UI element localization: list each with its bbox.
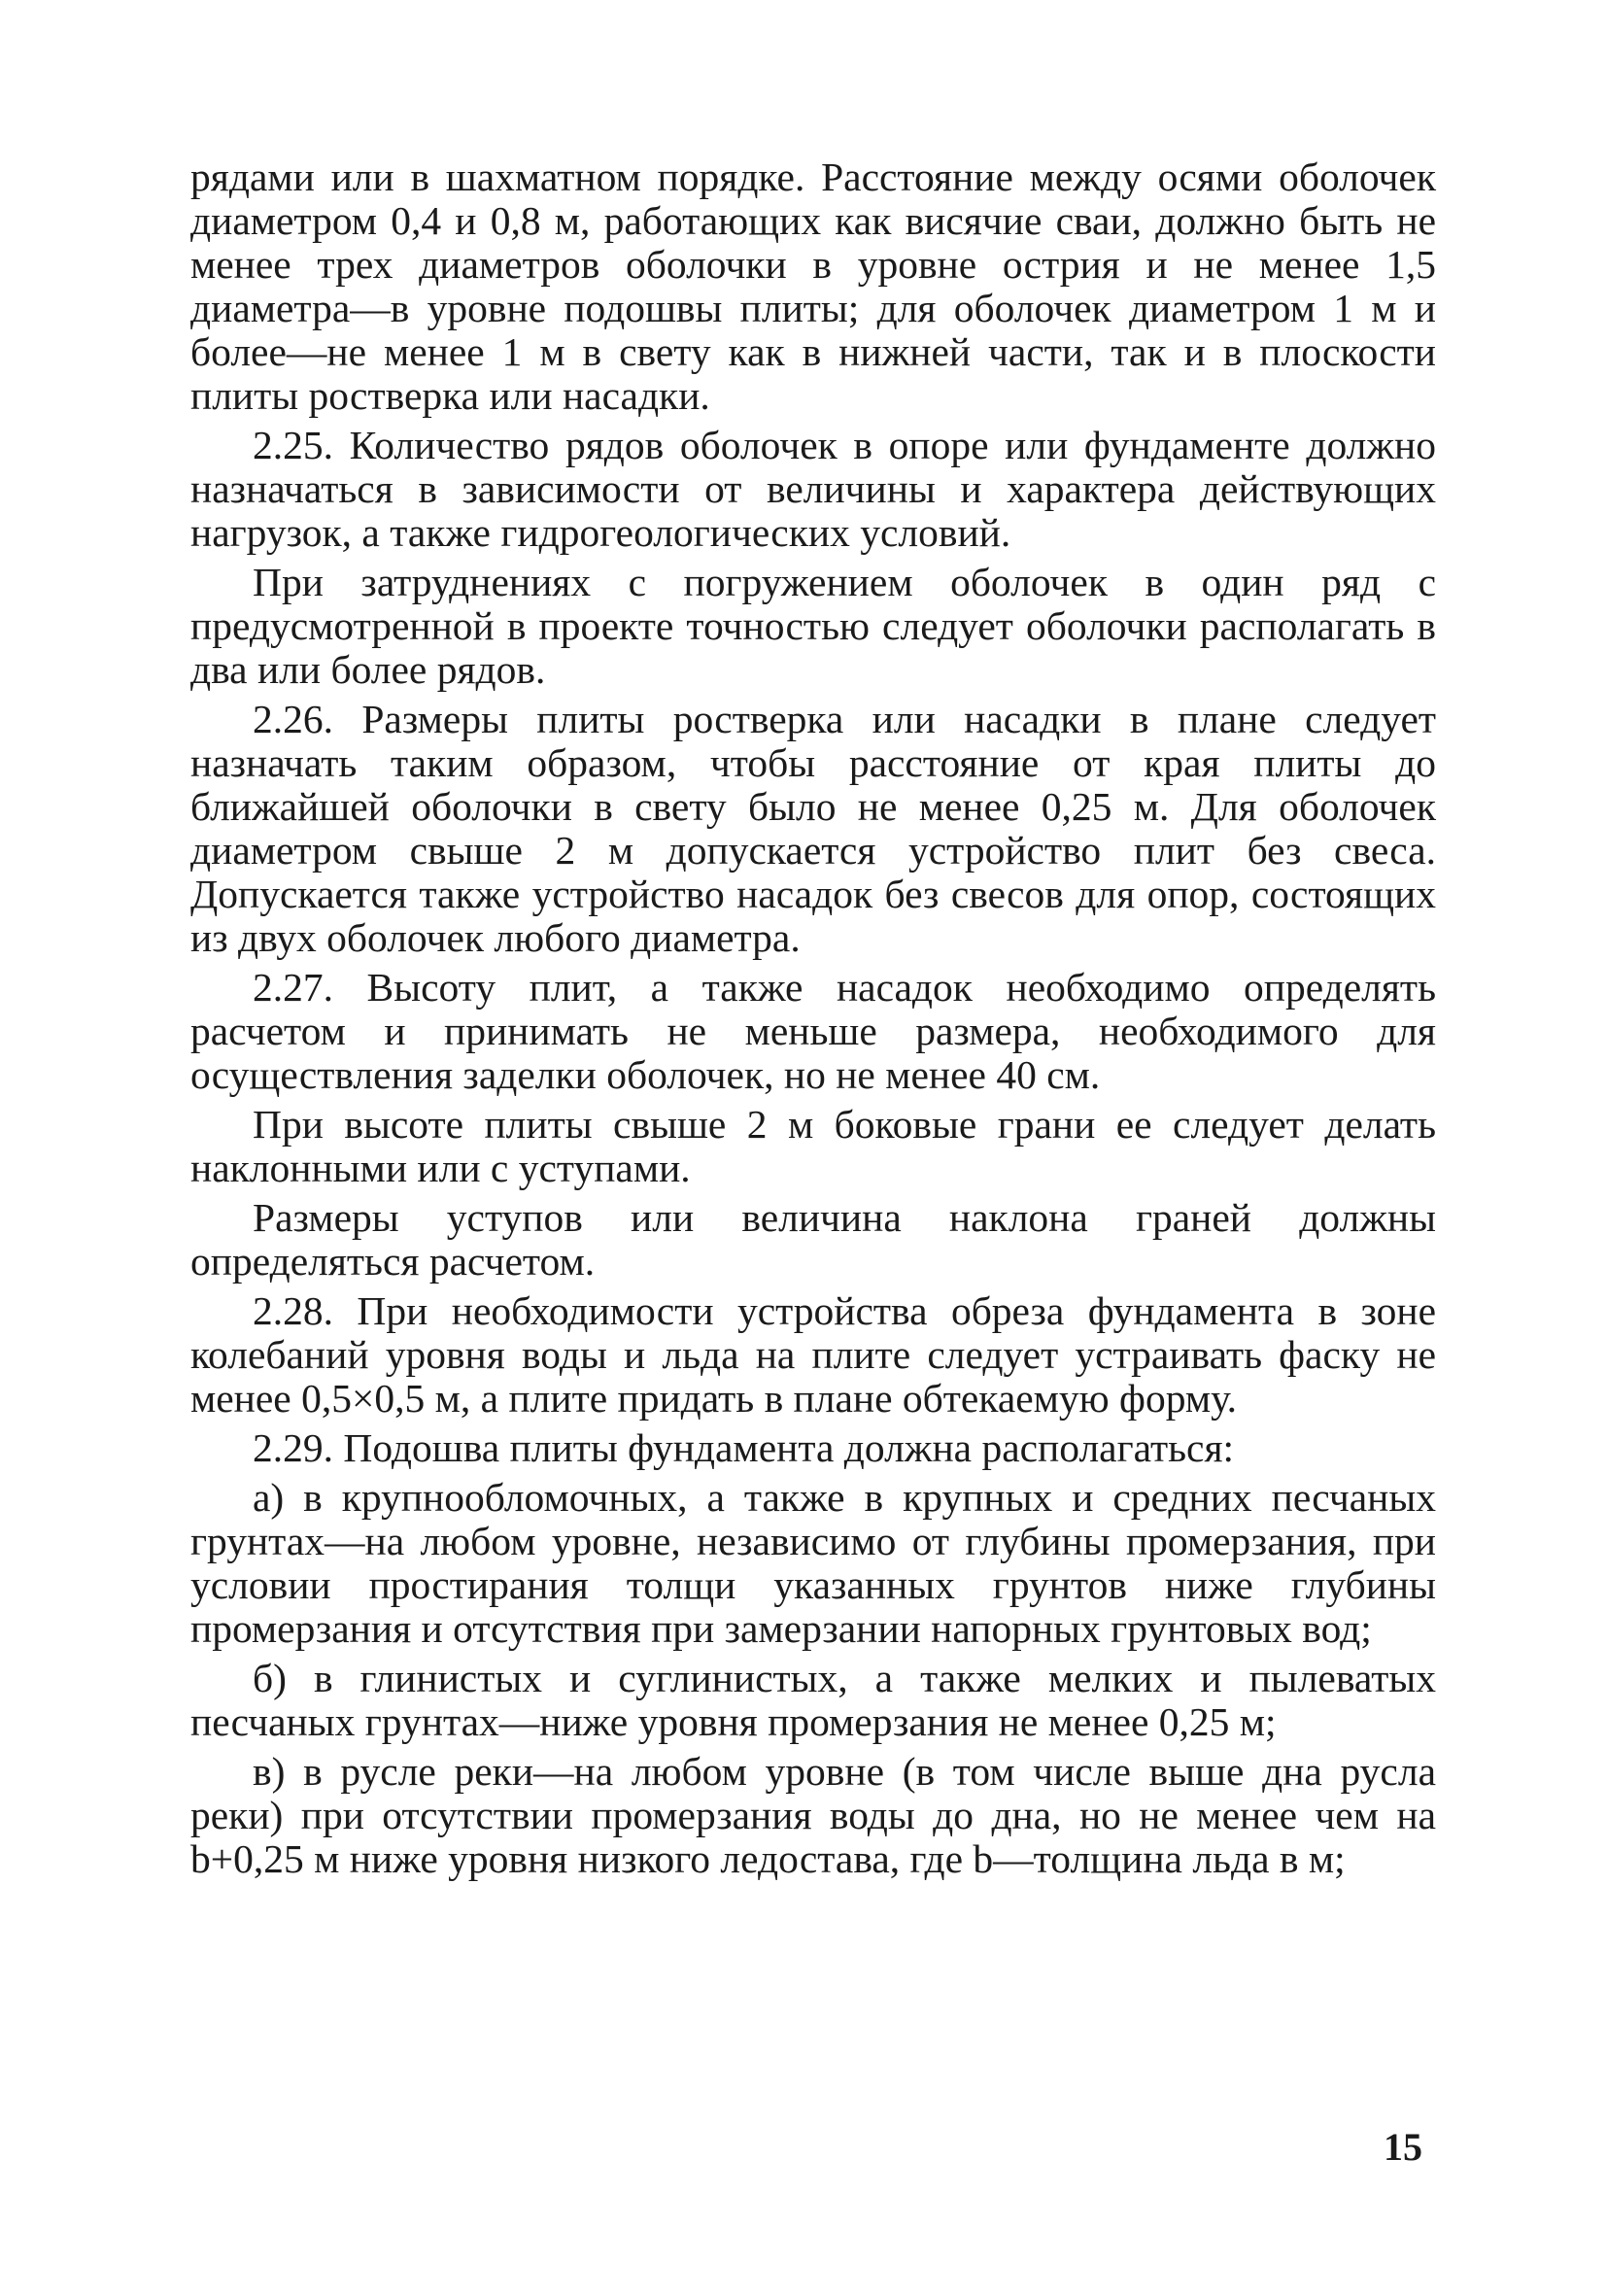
paragraph-2-25: 2.25. Количество рядов оболочек в опоре или фундаменте должно назначаться в зависимости от величины и характера действующих нагрузок, а также гидрогеологических условий. — [190, 423, 1436, 555]
page-number: 15 — [1384, 2125, 1422, 2169]
paragraph-2-29: 2.29. Подошва плиты фундамента должна располагаться: — [253, 1425, 1235, 1470]
paragraph-2-27-note-2: Размеры уступов или величина наклона граней должны определяться расчетом. — [190, 1195, 1436, 1284]
list-item-v: в) в русле реки—на любом уровне (в том числе выше дна русла реки) при отсутствии промерзания воды до дна, но не менее чем на b+0,25 м ниже уровня низкого ледостава, где b—толщина льда в м; — [190, 1749, 1436, 1881]
list-item-b: б) в глинистых и суглинистых, а также мелких и пылеватых песчаных грунтах—ниже уровня промерзания не менее 0,25 м; — [190, 1656, 1436, 1744]
paragraph-2-27-note-1: При высоте плиты свыше 2 м боковые грани ее следует делать наклонными или с уступами. — [190, 1102, 1436, 1190]
paragraph-2-27: 2.27. Высоту плит, а также насадок необходимо определять расчетом и принимать не меньше размера, необходимого для осуществления заделки оболочек, но не менее 40 см. — [190, 965, 1436, 1097]
paragraph-2-25-note: При затруднениях с погружением оболочек в один ряд с предусмотренной в проекте точностью следует оболочки располагать в два или более рядов. — [190, 560, 1436, 692]
paragraph-2-28: 2.28. При необходимости устройства обреза фундамента в зоне колебаний уровня воды и льда на плите следует устраивать фаску не менее 0,5×0,5 м, а плите придать в плане обтекаемую форму. — [190, 1288, 1436, 1421]
paragraph-continuation: рядами или в шахматном порядке. Расстояние между осями оболочек диаметром 0,4 и 0,8 м, работающих как висячие сваи, должно быть не менее трех диаметров оболочки в уровне острия и не менее 1,5 диаметра—в уровне подошвы плиты; для оболочек диаметром 1 м и более—не менее 1 м в свету как в нижней части, так и в плоскости плиты ростверка или насадки. — [190, 154, 1436, 418]
list-item-a: а) в крупнообломочных, а также в крупных и средних песчаных грунтах—на любом уровне, независимо от глубины промерзания, при условии простирания толщи указанных грунтов ниже глубины промерзания и отсутствия при замерзании напорных грунтовых вод; — [190, 1475, 1436, 1651]
document-page — [190, 155, 1436, 1881]
paragraph-2-26: 2.26. Размеры плиты ростверка или насадки в плане следует назначать таким образом, чтобы расстояние от края плиты до ближайшей оболочки в свету было не менее 0,25 м. Для оболочек диаметром свыше 2 м допускается устройство плит без свеса. Допускается также устройство насадок без свесов для опор, состоящих из двух оболочек любого диаметра. — [190, 697, 1436, 960]
